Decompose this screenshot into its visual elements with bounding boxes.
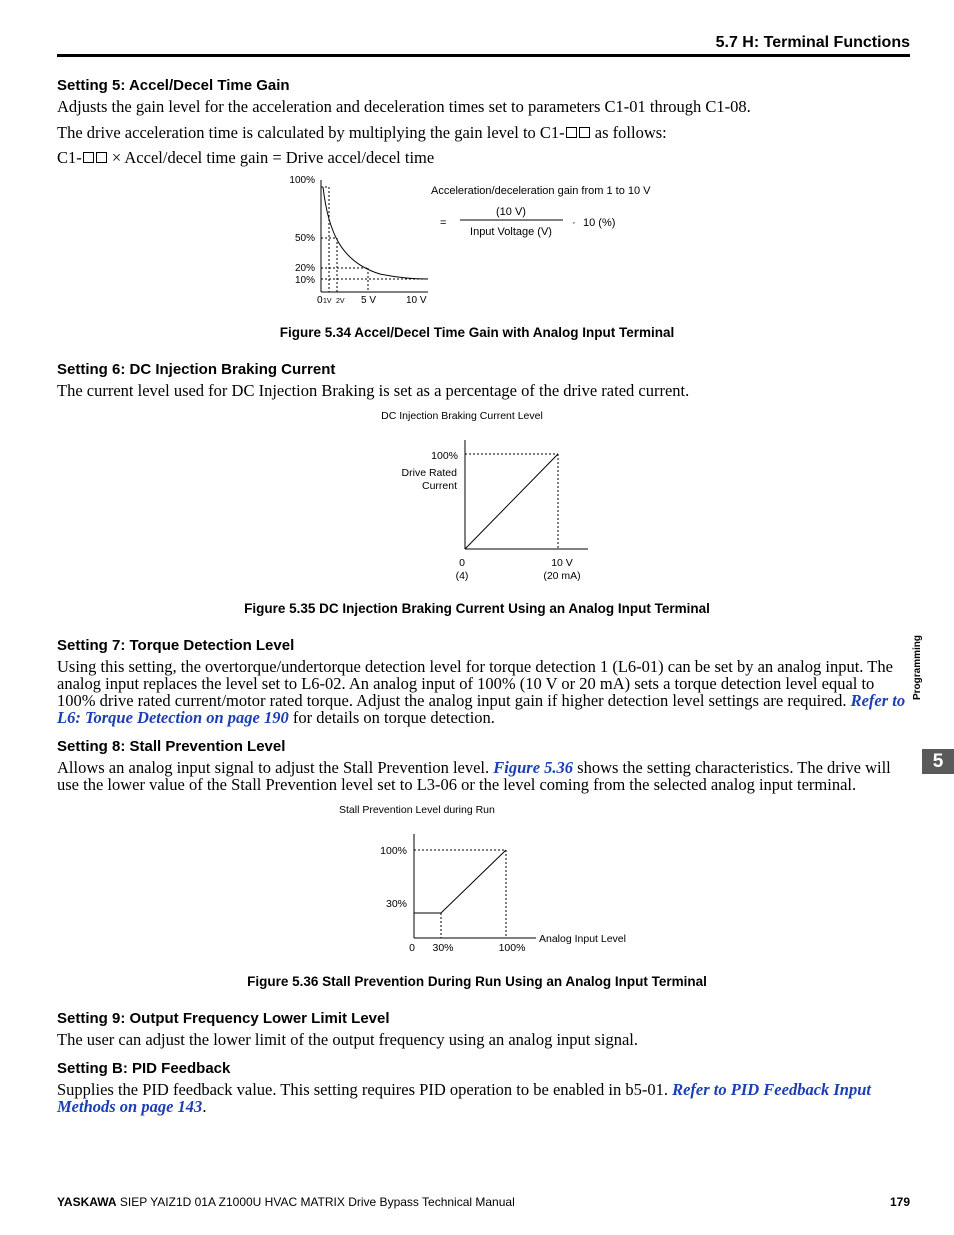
setting-5-paragraph-2 [57, 124, 913, 141]
placeholder-box-icon [566, 127, 577, 138]
placeholder-box-icon [579, 127, 590, 138]
f36-line [414, 850, 506, 913]
chapter-tab[interactable]: 5 [922, 749, 954, 774]
figure-5-34-caption: Figure 5.34 Accel/Decel Time Gain with Analog Input Terminal [279, 325, 675, 340]
f35-y-label-line1: Drive Rated [401, 467, 457, 479]
setting-8-paragraph [57, 759, 913, 793]
f35-x-label-4ma: (4) [455, 570, 469, 582]
f36-y-label-30: 30% [385, 898, 407, 910]
f34-formula-title: Acceleration/deceleration gain from 1 to 10 V [431, 185, 651, 197]
f34-y-label-100: 100% [289, 175, 315, 186]
setting-b-heading: Setting B: PID Feedback [57, 1060, 231, 1077]
figure-5-36-graph [330, 800, 640, 960]
figure-5-35-caption: Figure 5.35 DC Injection Braking Current Using an Analog Input Terminal [244, 601, 710, 616]
figure-5-36-caption: Figure 5.36 Stall Prevention During Run Using an Analog Input Terminal [247, 974, 707, 989]
figure-5-35-graph [370, 404, 610, 584]
f36-x-axis-label: Analog Input Level [539, 933, 626, 945]
f34-x-label-0: 0 [317, 295, 323, 306]
setting-6-heading: Setting 6: DC Injection Braking Current [57, 361, 336, 378]
f36-x-label-100: 100% [498, 942, 526, 954]
f34-formula-denominator: Input Voltage (V) [470, 226, 552, 238]
f34-y-label-10: 10% [294, 275, 315, 286]
f34-formula-dot: · [572, 217, 576, 229]
setting-b-tail: . [202, 1097, 207, 1116]
footer-brand: YASKAWA [57, 1195, 117, 1209]
placeholder-box-icon [96, 152, 107, 163]
footer-manual-title [57, 1195, 515, 1209]
setting-5-formula-line [57, 149, 913, 166]
f35-x-label-0: 0 [459, 557, 465, 569]
f35-y-label-100: 100% [431, 450, 458, 462]
f34-y-label-50: 50% [294, 233, 315, 244]
page-number: 179 [889, 1195, 910, 1209]
setting-b-paragraph [57, 1081, 913, 1115]
setting-5-heading: Setting 5: Accel/Decel Time Gain [57, 77, 290, 94]
f34-y-label-20: 20% [294, 263, 315, 274]
setting-8-tail: shows the setting characteristics. The drive will use the lower value of the Stall Prevention level set to L3-06 or the level coming from the selected analog input terminal. [57, 758, 891, 794]
placeholder-box-icon [83, 152, 94, 163]
figure-5-34-graph [280, 170, 700, 310]
f35-x-label-10v: 10 V [551, 557, 573, 569]
setting-8-heading: Setting 8: Stall Prevention Level [57, 738, 286, 755]
section-header-title: 5.7 H: Terminal Functions [715, 34, 910, 51]
f36-x-label-30: 30% [432, 942, 454, 954]
f35-title: DC Injection Braking Current Level [381, 410, 543, 422]
f34-formula-numerator: (10 V) [496, 206, 526, 218]
side-tab-label: Programming [912, 634, 923, 700]
f34-formula-tail: 10 (%) [583, 217, 616, 229]
f35-y-label-line2: Current [421, 480, 457, 492]
f36-x-label-0: 0 [409, 942, 415, 954]
f35-line [465, 454, 558, 549]
setting-5-paragraph-1: Adjusts the gain level for the acceleration and deceleration times set to parameters C1-01 through C1-08. [57, 97, 751, 116]
f34-x-label-10v: 10 V [406, 295, 427, 306]
f34-x-label-5v: 5 V [361, 295, 377, 306]
footer-manual: SIEP YAIZ1D 01A Z1000U HVAC MATRIX Drive Bypass Technical Manual [116, 1195, 515, 1209]
setting-7-heading: Setting 7: Torque Detection Level [57, 637, 295, 654]
figure-5-36-link[interactable]: Figure 5.36 [493, 758, 574, 777]
f34-x-label-1v: 1V [323, 298, 332, 305]
setting-5-p3-start: C1- [57, 148, 82, 167]
setting-5-p3-end: × Accel/decel time gain = Drive accel/decel time [107, 148, 435, 167]
f34-formula-equals: = [440, 217, 447, 229]
setting-5-p2-end: as follows: [590, 123, 667, 142]
setting-9-heading: Setting 9: Output Frequency Lower Limit Level [57, 1010, 390, 1027]
f36-y-label-100: 100% [380, 845, 407, 857]
header-rule [57, 54, 910, 57]
f34-gain-curve [323, 187, 428, 279]
setting-5-p2-start: The drive acceleration time is calculated by multiplying the gain level to C1- [57, 123, 565, 142]
f35-x-label-20ma: (20 mA) [543, 570, 581, 582]
setting-6-paragraph: The current level used for DC Injection Braking is set as a percentage of the drive rated current. [57, 381, 690, 400]
f34-x-label-2v: 2V [336, 298, 345, 305]
setting-8-text: Allows an analog input signal to adjust the Stall Prevention level. [57, 758, 494, 777]
setting-9-paragraph: The user can adjust the lower limit of the output frequency using an analog input signal. [57, 1030, 639, 1049]
f36-title: Stall Prevention Level during Run [339, 804, 495, 816]
pid-feedback-link[interactable]: Refer to PID Feedback Input Methods on page 143 [57, 1080, 871, 1116]
setting-7-text: Using this setting, the overtorque/undertorque detection level for torque detection 1 (L6-01) can be set by an analog input. The analog input replaces the level set to L6-02. An analog input of 100% (10 V or 20 mA) sets a torque detection level equal to 100% drive rated current/motor rated torque. Adjust the analog input gain if higher detection level settings are required. [57, 657, 893, 710]
setting-7-tail: for details on torque detection. [288, 708, 495, 727]
torque-detection-link[interactable]: Refer to L6: Torque Detection on page 190 [57, 691, 906, 727]
setting-7-paragraph [57, 658, 913, 726]
setting-b-text: Supplies the PID feedback value. This setting requires PID operation to be enabled in b5-01. [57, 1080, 673, 1099]
